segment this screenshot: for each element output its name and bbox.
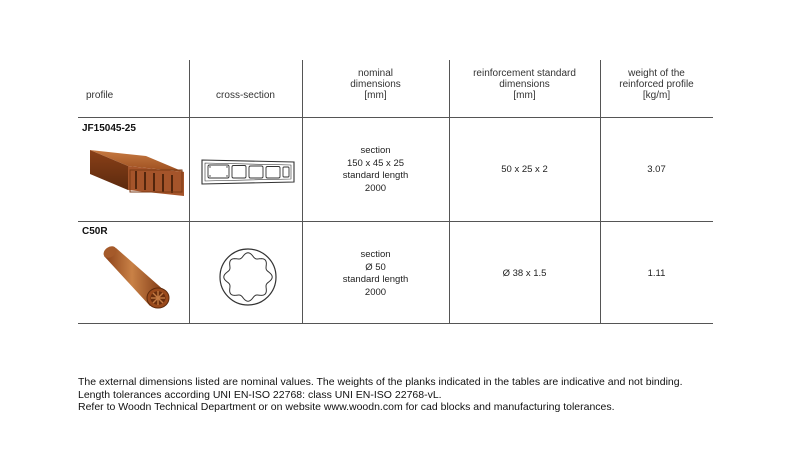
profile-table (78, 60, 713, 324)
header-profile-label: profile (86, 90, 114, 101)
row-code: C50R (82, 226, 108, 237)
header-cross-section (189, 60, 302, 117)
nominal-line: 2000 (364, 286, 387, 298)
reinforcement-cell: Ø 38 x 1.5 (502, 267, 547, 279)
header-line: weight of the (628, 68, 685, 79)
header-weight (600, 60, 713, 117)
weight-cell: 3.07 (647, 163, 666, 175)
footnote-line: Refer to Woodn Technical Department or on website www.woodn.com for cad blocks and manufacturing tolerances. (78, 401, 615, 413)
footnote-line: Length tolerances according UNI EN-ISO 22768: class UNI EN-ISO 22768-vL. (78, 388, 442, 401)
header-line: [mm] (513, 90, 536, 101)
header-line: reinforcement standard (473, 68, 576, 79)
nominal-dimensions-cell (302, 248, 449, 300)
footnote (78, 376, 778, 414)
nominal-line: section (360, 145, 391, 156)
nominal-line: standard length (342, 274, 409, 285)
header-cross-section-label: cross-section (216, 90, 275, 101)
header-line: dimensions (499, 79, 550, 90)
table-bottom-rule (78, 323, 713, 324)
weight-cell: 1.11 (647, 267, 666, 279)
header-profile (78, 60, 189, 117)
nominal-line: Ø 50 (365, 261, 386, 273)
round-tube-image (96, 246, 174, 310)
rectangular-plank-image (88, 146, 186, 201)
header-line: nominal (357, 68, 394, 79)
nominal-dimensions-cell (302, 144, 449, 196)
header-line: reinforced profile (619, 79, 694, 90)
multi-chamber-rectangle-icon (200, 158, 296, 186)
header-line: [mm] (364, 90, 387, 101)
header-reinforcement (449, 60, 600, 117)
header-divider (78, 117, 713, 118)
nominal-line: section (360, 249, 391, 260)
footnote-line: The external dimensions listed are nominal values. The weights of the planks indicated in the tables are indicative and not binding. (78, 376, 683, 388)
row-code: JF15045-25 (82, 123, 136, 134)
fluted-circle-icon (218, 247, 278, 307)
reinforcement-cell: 50 x 25 x 2 (501, 163, 548, 175)
nominal-line: 150 x 45 x 25 (346, 157, 405, 169)
nominal-line: 2000 (364, 182, 387, 194)
row-divider (78, 221, 713, 222)
nominal-line: standard length (342, 170, 409, 181)
header-line: [kg/m] (642, 90, 671, 101)
header-nominal-dimensions (302, 60, 449, 117)
header-line: dimensions (350, 79, 401, 90)
